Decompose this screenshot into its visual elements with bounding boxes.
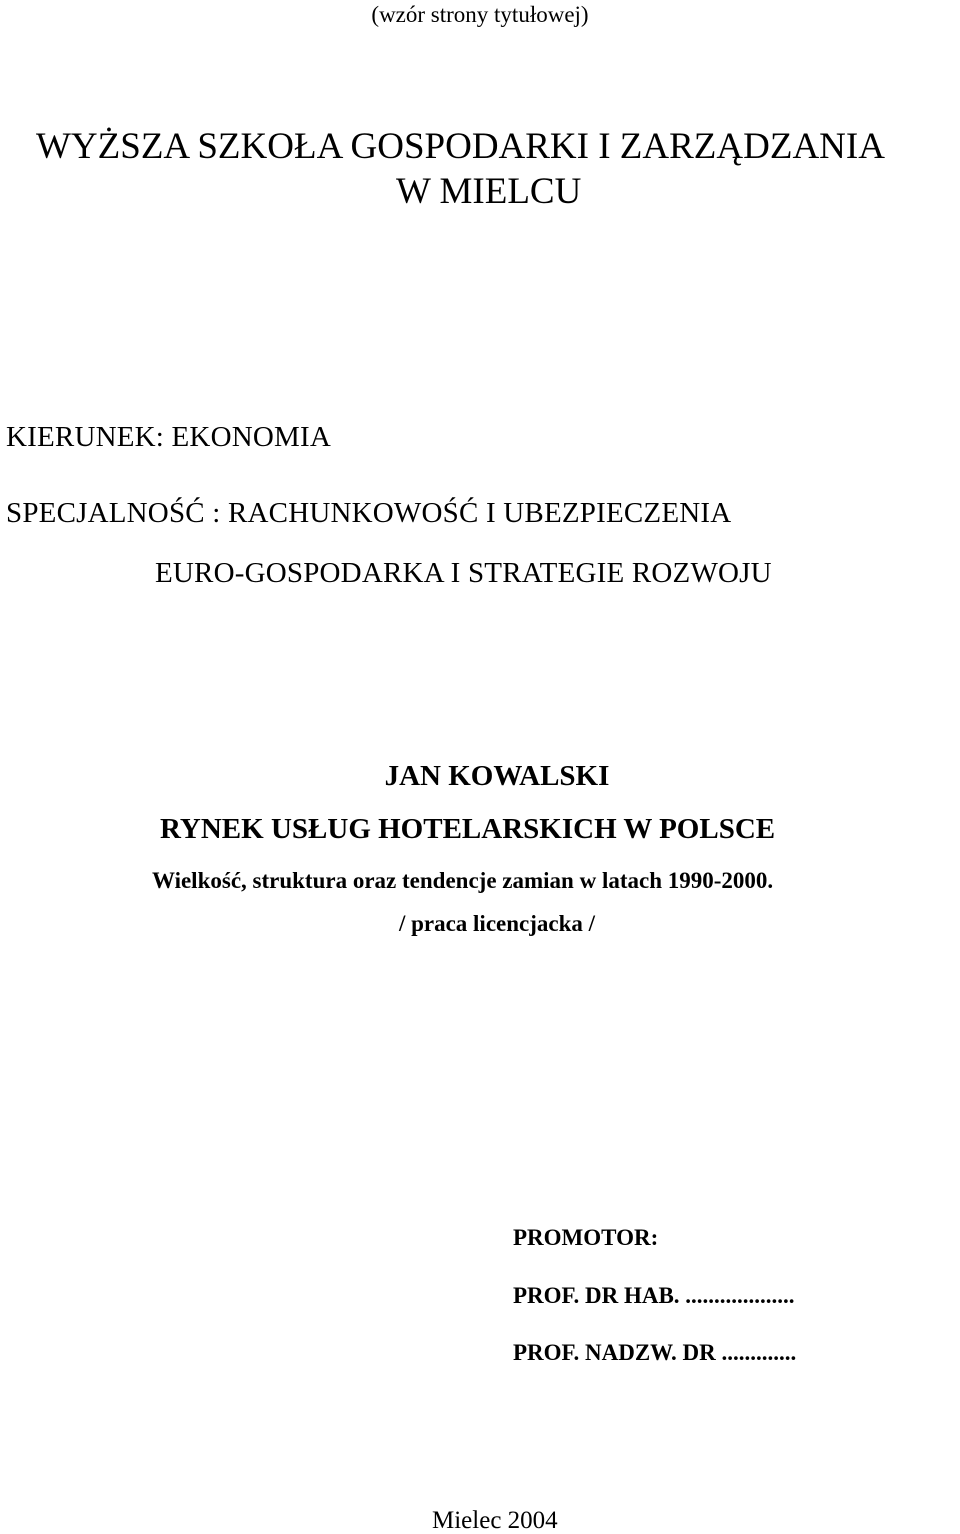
template-note: (wzór strony tytułowej) (371, 2, 589, 27)
specialization: SPECJALNOŚĆ : RACHUNKOWOŚĆ I UBEZPIECZENIA (6, 497, 732, 529)
thesis-title: RYNEK USŁUG HOTELARSKICH W POLSCE (160, 813, 776, 845)
promotor-line-2: PROF. NADZW. DR ............. (513, 1340, 797, 1365)
school-name: WYŻSZA SZKOŁA GOSPODARKI I ZARZĄDZANIA (36, 126, 885, 167)
thesis-subtitle: Wielkość, struktura oraz tendencje zamian w latach 1990-2000. (152, 868, 774, 893)
specialization-continued: EURO-GOSPODARKA I STRATEGIE ROZWOJU (155, 557, 772, 589)
author-name: JAN KOWALSKI (384, 760, 610, 792)
field-of-study: KIERUNEK: EKONOMIA (6, 421, 331, 453)
place-and-date: Mielec 2004 (432, 1507, 558, 1534)
promotor-label: PROMOTOR: (513, 1225, 659, 1250)
school-city: W MIELCU (396, 171, 582, 212)
promotor-line-1: PROF. DR HAB. ................... (513, 1283, 795, 1308)
thesis-type: / praca licencjacka / (398, 911, 596, 936)
